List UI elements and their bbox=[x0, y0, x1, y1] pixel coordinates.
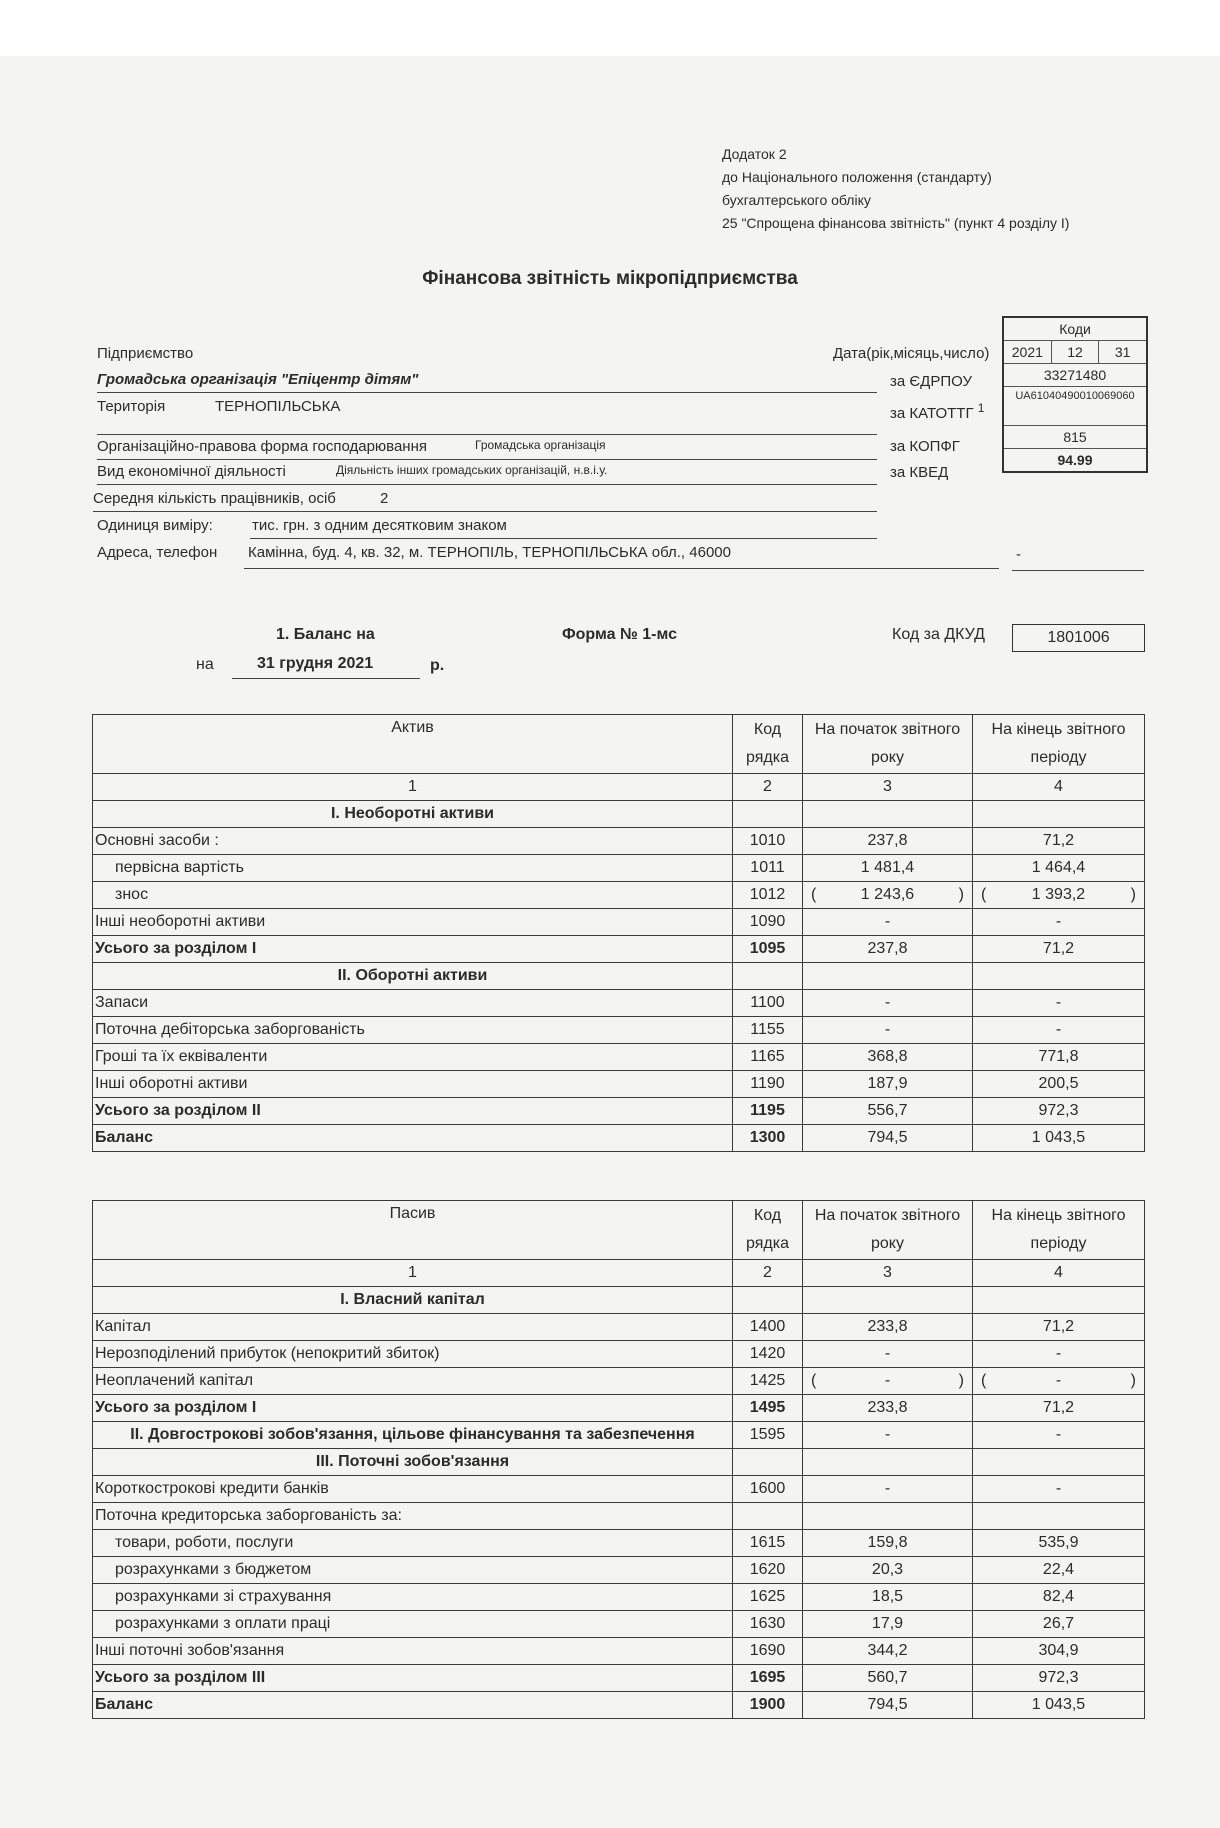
liabilities-header-col3: На початок звітного року bbox=[803, 1201, 973, 1260]
row-label: товари, роботи, послуги bbox=[93, 1530, 733, 1557]
table-row bbox=[93, 1017, 1145, 1044]
unit-label: Одиниця виміру: bbox=[97, 517, 213, 534]
legal-form-underline bbox=[97, 459, 877, 460]
document-page bbox=[0, 56, 1220, 1828]
katottg-label bbox=[890, 401, 984, 422]
row-value-start: 560,7 bbox=[803, 1665, 973, 1692]
row-code: 1195 bbox=[733, 1098, 803, 1125]
activity-value: Діяльність інших громадських організацій, н.в.і.у. bbox=[336, 463, 608, 477]
row-value-start bbox=[803, 1503, 973, 1530]
row-code bbox=[733, 963, 803, 990]
dkud-value: 1801006 bbox=[1012, 624, 1145, 652]
row-label: Баланс bbox=[93, 1692, 733, 1719]
open-paren: ( bbox=[811, 1372, 817, 1389]
enterprise-name: Громадська організація "Епіцентр дітям" bbox=[97, 371, 419, 388]
assets-num-2: 2 bbox=[733, 774, 803, 801]
open-paren: ( bbox=[811, 886, 817, 903]
row-value-end bbox=[973, 1287, 1145, 1314]
open-paren: ( bbox=[981, 1372, 987, 1389]
activity-underline bbox=[97, 484, 877, 485]
liabilities-header-col4: На кінець звітного періоду bbox=[973, 1201, 1145, 1260]
balance-year-suffix: р. bbox=[430, 657, 445, 674]
table-row bbox=[93, 1503, 1145, 1530]
paren-value: - bbox=[1055, 1372, 1062, 1389]
row-code: 1495 bbox=[733, 1395, 803, 1422]
row-label: первісна вартість bbox=[93, 855, 733, 882]
assets-header-col4: На кінець звітного періоду bbox=[973, 715, 1145, 774]
table-row bbox=[93, 1422, 1145, 1449]
row-label: Неоплачений капітал bbox=[93, 1368, 733, 1395]
legal-form-value: Громадська організація bbox=[475, 438, 606, 452]
annex-note bbox=[722, 143, 1069, 235]
phone-value: - bbox=[1016, 546, 1021, 563]
table-row bbox=[93, 1368, 1145, 1395]
liabilities-num-3: 3 bbox=[803, 1260, 973, 1287]
assets-header-row bbox=[93, 715, 1145, 774]
row-code: 1011 bbox=[733, 855, 803, 882]
row-value-start bbox=[803, 1449, 973, 1476]
row-value-start: 17,9 bbox=[803, 1611, 973, 1638]
row-label: I. Необоротні активи bbox=[93, 801, 733, 828]
row-value-end: 200,5 bbox=[973, 1071, 1145, 1098]
paren-value: - bbox=[884, 1372, 891, 1389]
liabilities-num-2: 2 bbox=[733, 1260, 803, 1287]
paren-value: 1 243,6 bbox=[860, 886, 915, 903]
table-row bbox=[93, 1530, 1145, 1557]
table-row bbox=[93, 1638, 1145, 1665]
row-label: Капітал bbox=[93, 1314, 733, 1341]
row-code bbox=[733, 1503, 803, 1530]
table-row bbox=[93, 909, 1145, 936]
row-label: розрахунками з бюджетом bbox=[93, 1557, 733, 1584]
row-value-start bbox=[803, 882, 973, 909]
date-label: Дата(рік,місяць,число) bbox=[833, 345, 990, 362]
row-code: 1595 bbox=[733, 1422, 803, 1449]
row-code: 1300 bbox=[733, 1125, 803, 1152]
liabilities-number-row bbox=[93, 1260, 1145, 1287]
row-code: 1630 bbox=[733, 1611, 803, 1638]
table-row bbox=[93, 1692, 1145, 1719]
row-label: Усього за розділом I bbox=[93, 936, 733, 963]
row-value-start: 237,8 bbox=[803, 936, 973, 963]
row-label: Поточна дебіторська заборгованість bbox=[93, 1017, 733, 1044]
row-value-end: 771,8 bbox=[973, 1044, 1145, 1071]
assets-header-col1: Актив bbox=[93, 715, 733, 774]
row-value-end: 26,7 bbox=[973, 1611, 1145, 1638]
enterprise-underline bbox=[97, 392, 877, 393]
row-value-start: 794,5 bbox=[803, 1692, 973, 1719]
close-paren: ) bbox=[958, 1372, 964, 1389]
address-underline bbox=[244, 568, 999, 569]
row-label: Інші поточні зобов'язання bbox=[93, 1638, 733, 1665]
territory-value: ТЕРНОПІЛЬСЬКА bbox=[215, 398, 341, 415]
row-value-start: - bbox=[803, 1476, 973, 1503]
liabilities-header-row bbox=[93, 1201, 1145, 1260]
row-label: II. Довгострокові зобов'язання, цільове фінансування та забезпечення bbox=[93, 1422, 733, 1449]
table-row bbox=[93, 882, 1145, 909]
row-value-start bbox=[803, 1368, 973, 1395]
table-row bbox=[93, 1287, 1145, 1314]
codes-date bbox=[1004, 341, 1146, 364]
table-row bbox=[93, 1449, 1145, 1476]
table-row bbox=[93, 1665, 1145, 1692]
row-value-end bbox=[973, 1449, 1145, 1476]
row-value-end bbox=[973, 1368, 1145, 1395]
balance-date-underline bbox=[232, 678, 420, 679]
phone-underline bbox=[1012, 570, 1144, 571]
row-value-end: 972,3 bbox=[973, 1665, 1145, 1692]
row-value-end: 82,4 bbox=[973, 1584, 1145, 1611]
table-row bbox=[93, 1557, 1145, 1584]
table-row bbox=[93, 990, 1145, 1017]
row-code bbox=[733, 1287, 803, 1314]
codes-katottg: UA61040490010069060 bbox=[1004, 387, 1146, 426]
row-label: Нерозподілений прибуток (непокритий збиток) bbox=[93, 1341, 733, 1368]
row-value-start: 556,7 bbox=[803, 1098, 973, 1125]
row-value-end: 304,9 bbox=[973, 1638, 1145, 1665]
close-paren: ) bbox=[958, 886, 964, 903]
annex-line-1: Додаток 2 bbox=[722, 146, 787, 162]
row-value-end: - bbox=[973, 990, 1145, 1017]
address-label: Адреса, телефон bbox=[97, 544, 218, 561]
table-row bbox=[93, 1611, 1145, 1638]
row-label: Усього за розділом III bbox=[93, 1665, 733, 1692]
assets-header-col2: Код рядка bbox=[733, 715, 803, 774]
row-value-start: 794,5 bbox=[803, 1125, 973, 1152]
table-row bbox=[93, 1044, 1145, 1071]
katottg-footnote: 1 bbox=[977, 401, 985, 415]
row-value-start: 187,9 bbox=[803, 1071, 973, 1098]
row-code: 1090 bbox=[733, 909, 803, 936]
open-paren: ( bbox=[981, 886, 987, 903]
annex-line-4: 25 "Спрощена фінансова звітність" (пункт 4 розділу І) bbox=[722, 215, 1070, 231]
balance-title: 1. Баланс на bbox=[276, 626, 375, 643]
table-row bbox=[93, 1125, 1145, 1152]
row-value-start: - bbox=[803, 1017, 973, 1044]
row-value-end: - bbox=[973, 1341, 1145, 1368]
row-code: 1615 bbox=[733, 1530, 803, 1557]
row-value-start: 18,5 bbox=[803, 1584, 973, 1611]
row-value-end: 1 464,4 bbox=[973, 855, 1145, 882]
edrpou-label: за ЄДРПОУ bbox=[890, 373, 972, 390]
assets-num-3: 3 bbox=[803, 774, 973, 801]
row-code: 1425 bbox=[733, 1368, 803, 1395]
balance-on: на bbox=[196, 656, 214, 673]
row-value-end bbox=[973, 1503, 1145, 1530]
table-row bbox=[93, 1071, 1145, 1098]
row-value-end: 972,3 bbox=[973, 1098, 1145, 1125]
row-label: Основні засоби : bbox=[93, 828, 733, 855]
table-row bbox=[93, 1395, 1145, 1422]
table-row bbox=[93, 1098, 1145, 1125]
codes-edrpou: 33271480 bbox=[1004, 364, 1146, 387]
document-title: Фінансова звітність мікропідприємства bbox=[422, 268, 798, 289]
employees-value: 2 bbox=[380, 490, 389, 507]
row-value-start: - bbox=[803, 1422, 973, 1449]
codes-box bbox=[1002, 316, 1148, 473]
row-value-end: 71,2 bbox=[973, 828, 1145, 855]
row-code: 1155 bbox=[733, 1017, 803, 1044]
row-value-start: 344,2 bbox=[803, 1638, 973, 1665]
kved-label: за КВЕД bbox=[890, 464, 949, 481]
codes-header: Коди bbox=[1004, 318, 1146, 341]
paren-value: 1 393,2 bbox=[1031, 886, 1086, 903]
codes-year: 2021 bbox=[1004, 341, 1052, 363]
table-row bbox=[93, 1476, 1145, 1503]
row-code: 1600 bbox=[733, 1476, 803, 1503]
row-value-start bbox=[803, 1287, 973, 1314]
table-row bbox=[93, 1341, 1145, 1368]
employees-label: Середня кількість працівників, осіб bbox=[93, 490, 336, 507]
row-value-start: - bbox=[803, 1341, 973, 1368]
row-label: розрахунками зі страхування bbox=[93, 1584, 733, 1611]
row-code: 1012 bbox=[733, 882, 803, 909]
activity-label: Вид економічної діяльності bbox=[97, 463, 286, 480]
row-value-end: 1 043,5 bbox=[973, 1125, 1145, 1152]
row-value-end bbox=[973, 963, 1145, 990]
row-value-end: 71,2 bbox=[973, 1395, 1145, 1422]
row-value-start bbox=[803, 801, 973, 828]
row-value-end: 22,4 bbox=[973, 1557, 1145, 1584]
row-value-end: - bbox=[973, 1017, 1145, 1044]
liabilities-header-col2: Код рядка bbox=[733, 1201, 803, 1260]
assets-num-1: 1 bbox=[93, 774, 733, 801]
row-code: 1625 bbox=[733, 1584, 803, 1611]
row-label: Усього за розділом II bbox=[93, 1098, 733, 1125]
dkud-label: Код за ДКУД bbox=[892, 626, 985, 643]
assets-num-4: 4 bbox=[973, 774, 1145, 801]
row-value-end: 71,2 bbox=[973, 1314, 1145, 1341]
row-value-end bbox=[973, 801, 1145, 828]
balance-date: 31 грудня 2021 bbox=[257, 655, 374, 672]
liabilities-table bbox=[92, 1200, 1145, 1719]
row-label: Баланс bbox=[93, 1125, 733, 1152]
row-value-start: 159,8 bbox=[803, 1530, 973, 1557]
row-code: 1165 bbox=[733, 1044, 803, 1071]
row-value-start: 233,8 bbox=[803, 1395, 973, 1422]
row-label: Інші необоротні активи bbox=[93, 909, 733, 936]
row-code: 1695 bbox=[733, 1665, 803, 1692]
row-code: 1900 bbox=[733, 1692, 803, 1719]
assets-number-row bbox=[93, 774, 1145, 801]
row-code: 1010 bbox=[733, 828, 803, 855]
row-label: Усього за розділом I bbox=[93, 1395, 733, 1422]
codes-kopfg: 815 bbox=[1004, 426, 1146, 449]
row-code: 1420 bbox=[733, 1341, 803, 1368]
row-label: I. Власний капітал bbox=[93, 1287, 733, 1314]
row-label: III. Поточні зобов'язання bbox=[93, 1449, 733, 1476]
row-value-start: 233,8 bbox=[803, 1314, 973, 1341]
row-value-start: 368,8 bbox=[803, 1044, 973, 1071]
row-code bbox=[733, 1449, 803, 1476]
row-label: Поточна кредиторська заборгованість за: bbox=[93, 1503, 733, 1530]
row-code: 1620 bbox=[733, 1557, 803, 1584]
katottg-label-text: за КАТОТТГ bbox=[890, 405, 974, 422]
row-label: II. Оборотні активи bbox=[93, 963, 733, 990]
row-label: знос bbox=[93, 882, 733, 909]
row-code: 1100 bbox=[733, 990, 803, 1017]
row-value-start: 237,8 bbox=[803, 828, 973, 855]
row-code: 1400 bbox=[733, 1314, 803, 1341]
table-row bbox=[93, 963, 1145, 990]
close-paren: ) bbox=[1130, 1372, 1136, 1389]
row-code: 1190 bbox=[733, 1071, 803, 1098]
annex-line-2: до Національного положення (стандарту) bbox=[722, 169, 992, 185]
kopfg-label: за КОПФГ bbox=[890, 438, 960, 455]
table-row bbox=[93, 1584, 1145, 1611]
employees-underline bbox=[93, 511, 877, 512]
row-value-start: - bbox=[803, 990, 973, 1017]
form-number: Форма № 1-мс bbox=[562, 626, 677, 643]
liabilities-header-col1: Пасив bbox=[93, 1201, 733, 1260]
liabilities-num-1: 1 bbox=[93, 1260, 733, 1287]
row-value-end: 71,2 bbox=[973, 936, 1145, 963]
address-value: Камінна, буд. 4, кв. 32, м. ТЕРНОПІЛЬ, ТЕРНОПІЛЬСЬКА обл., 46000 bbox=[248, 544, 731, 561]
row-value-end bbox=[973, 882, 1145, 909]
row-value-end: - bbox=[973, 909, 1145, 936]
row-value-start: 20,3 bbox=[803, 1557, 973, 1584]
row-value-start bbox=[803, 963, 973, 990]
row-value-start: - bbox=[803, 909, 973, 936]
row-code bbox=[733, 801, 803, 828]
assets-table bbox=[92, 714, 1145, 1152]
annex-line-3: бухгалтерського обліку bbox=[722, 192, 871, 208]
codes-day: 31 bbox=[1114, 344, 1131, 360]
table-row bbox=[93, 801, 1145, 828]
row-label: Запаси bbox=[93, 990, 733, 1017]
row-value-end: 1 043,5 bbox=[973, 1692, 1145, 1719]
assets-header-col3: На початок звітного року bbox=[803, 715, 973, 774]
table-row bbox=[93, 828, 1145, 855]
row-code: 1690 bbox=[733, 1638, 803, 1665]
territory-underline bbox=[97, 434, 877, 435]
row-value-end: 535,9 bbox=[973, 1530, 1145, 1557]
close-paren: ) bbox=[1130, 886, 1136, 903]
codes-month: 12 bbox=[1052, 341, 1100, 363]
row-code: 1095 bbox=[733, 936, 803, 963]
row-label: Гроші та їх еквіваленти bbox=[93, 1044, 733, 1071]
unit-value: тис. грн. з одним десятковим знаком bbox=[252, 517, 507, 534]
row-label: Інші оборотні активи bbox=[93, 1071, 733, 1098]
row-label: Короткострокові кредити банків bbox=[93, 1476, 733, 1503]
legal-form-label: Організаційно-правова форма господарювання bbox=[97, 438, 427, 455]
table-row bbox=[93, 855, 1145, 882]
row-value-start: 1 481,4 bbox=[803, 855, 973, 882]
table-row bbox=[93, 936, 1145, 963]
row-value-end: - bbox=[973, 1476, 1145, 1503]
codes-kved: 94.99 bbox=[1057, 452, 1093, 468]
row-value-end: - bbox=[973, 1422, 1145, 1449]
table-row bbox=[93, 1314, 1145, 1341]
territory-label: Територія bbox=[97, 398, 166, 415]
row-label: розрахунками з оплати праці bbox=[93, 1611, 733, 1638]
liabilities-num-4: 4 bbox=[973, 1260, 1145, 1287]
enterprise-label: Підприємство bbox=[97, 345, 194, 362]
unit-underline bbox=[250, 538, 877, 539]
